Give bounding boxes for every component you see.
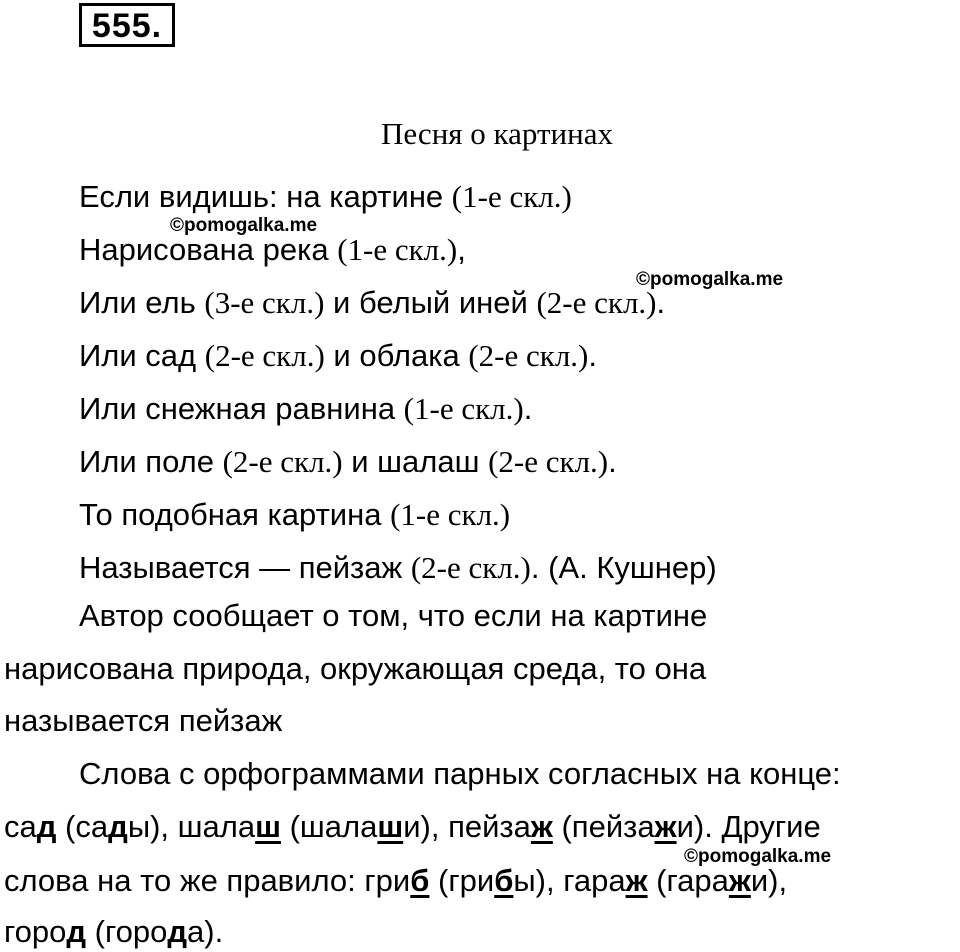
declension-note: (1-е скл.) [390, 497, 511, 532]
declension-note: (1-е скл.) [451, 179, 572, 214]
poem-line-text: Нарисована река [79, 232, 338, 267]
word-gorod: город (города). [4, 914, 224, 949]
paragraph-2-line-1: Слова с орфограммами парных согласных на конце: [79, 756, 841, 791]
poem-line-rest: . (А. Кушнер) [530, 550, 717, 585]
watermark: ©pomogalka.me [684, 846, 832, 867]
paragraph-1-line-3: называется пейзаж [4, 703, 283, 738]
exercise-number: 555. [79, 3, 175, 47]
word-sad: сад (сады), [4, 809, 178, 844]
poem-line-1 [79, 177, 572, 217]
poem-line-mid: и белый иней [324, 285, 537, 320]
poem-line-5 [79, 389, 532, 429]
poem-line-6 [79, 442, 617, 482]
poem-line-rest: . [523, 391, 533, 426]
poem-line-text: То подобная картина [79, 497, 391, 532]
poem-line-text: Или ель [79, 285, 205, 320]
declension-note: (2-е скл.) [468, 338, 589, 373]
paragraph-1-line-1: Автор сообщает о том, что если на картине [79, 598, 708, 633]
watermark: ©pomogalka.me [170, 215, 318, 236]
watermark: ©pomogalka.me [636, 269, 784, 290]
paragraph-1-line-2: нарисована природа, окружающая среда, то она [4, 651, 707, 686]
declension-note: (3-е скл.) [204, 285, 325, 320]
poem-line-mid: и облака [324, 338, 469, 373]
declension-note: (1-е скл.) [403, 391, 524, 426]
word-garazh: гараж (гаражи), [563, 863, 788, 898]
poem-line-rest: . [656, 285, 666, 320]
poem-line-8 [79, 548, 717, 588]
poem-line-mid: и шалаш [342, 444, 489, 479]
poem-line-text: Или поле [79, 444, 223, 479]
poem-line-3 [79, 283, 665, 323]
paragraph-2-line-3: слова на то же правило: гриб (грибы), гараж (гаражи), [4, 863, 788, 898]
poem-line-text: Или сад [79, 338, 205, 373]
poem-line-rest: , [457, 232, 466, 267]
word-grib: гриб (грибы), [364, 863, 564, 898]
declension-note: (2-е скл.) [536, 285, 657, 320]
poem-line-text: Если видишь: на картине [79, 179, 452, 214]
poem-line-text: Называется — пейзаж [79, 550, 411, 585]
poem-line-7 [79, 495, 510, 535]
declension-note: (2-е скл.) [204, 338, 325, 373]
word-peyzazh: пейзаж (пейзажи). Другие [448, 809, 821, 844]
poem-title: Песня о картинах [381, 116, 613, 151]
declension-note: (1-е скл.) [337, 232, 458, 267]
poem-line-rest: . [608, 444, 617, 479]
poem-line-4 [79, 336, 597, 376]
paragraph-2-line-4 [4, 912, 223, 952]
declension-note: (2-е скл.) [410, 550, 531, 585]
paragraph-2-line-2 [4, 807, 821, 847]
word-shalash: шалаш (шалаши), [177, 809, 449, 844]
declension-note: (2-е скл.) [222, 444, 343, 479]
poem-line-text: Или снежная равнина [79, 391, 404, 426]
poem-line-rest: . [588, 338, 598, 373]
declension-note: (2-е скл.) [488, 444, 609, 479]
